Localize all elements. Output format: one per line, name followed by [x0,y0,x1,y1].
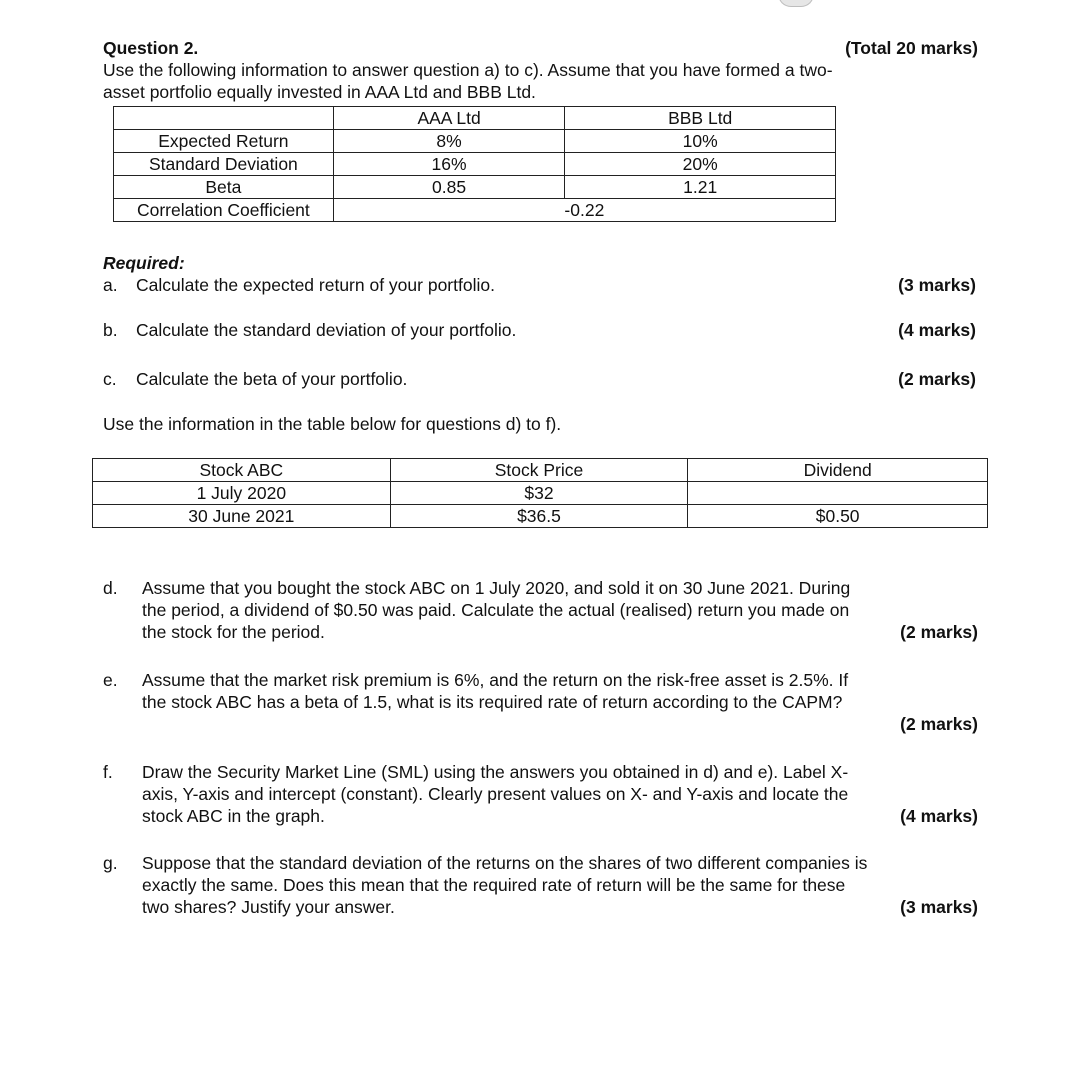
question-text: Calculate the beta of your portfolio. [136,369,408,389]
table-cell: 20% [565,153,836,176]
table-row [114,176,836,199]
question-line: Draw the Security Market Line (SML) using the answers you obtained in d) and e). Label X- [142,762,849,782]
question-marks: (2 marks) [898,369,976,389]
table-cell: Correlation Coefficient [114,199,334,222]
question-marks: (4 marks) [898,320,976,340]
question-letter: c. [103,369,117,389]
table-row [93,505,988,528]
question-title: Question 2. [103,38,199,58]
table-cell: $32 [390,482,688,505]
question-line: Assume that you bought the stock ABC on 1 July 2020, and sold it on 30 June 2021. During [142,578,851,598]
table-cell [688,482,988,505]
question-line: Assume that the market risk premium is 6%, and the return on the risk-free asset is 2.5%. If [142,670,849,690]
question-marks: (4 marks) [900,806,978,826]
question-letter: e. [103,670,118,690]
question-f [103,761,978,827]
table-cell: 16% [333,153,565,176]
question-letter: a. [103,275,118,295]
question-marks: (2 marks) [900,714,978,734]
question-letter: f. [103,762,113,782]
question-line: Suppose that the standard deviation of the returns on the shares of two different companies is [142,853,868,873]
question-marks: (3 marks) [898,275,976,295]
question-line: axis, Y-axis and intercept (constant). Clearly present values on X- and Y-axis and locate the [142,784,849,804]
question-line: two shares? Justify your answer. [142,897,395,917]
question-letter: b. [103,320,118,340]
table-cell: Stock Price [390,459,688,482]
intro-line-1: Use the following information to answer question a) to c). Assume that you have formed a two- [103,60,833,80]
question-b [103,319,976,341]
question-g [103,852,978,918]
table-row [93,482,988,505]
table-row [114,153,836,176]
table-header-row [93,459,988,482]
question-line: exactly the same. Does this mean that the required rate of return will be the same for these [142,875,846,895]
question-header [103,37,978,103]
question-text: Calculate the standard deviation of your portfolio. [136,320,517,340]
question-d [103,577,978,643]
question-letter: g. [103,853,118,873]
stock-table [92,458,988,528]
table-cell: AAA Ltd [333,107,565,130]
table-cell: 0.85 [333,176,565,199]
question-line: stock ABC in the graph. [142,806,325,826]
table-row [114,199,836,222]
table-cell: 1.21 [565,176,836,199]
table-row [114,130,836,153]
required-section [103,252,976,435]
question-marks: (2 marks) [900,622,978,642]
table-cell: $36.5 [390,505,688,528]
question-line: the period, a dividend of $0.50 was paid. Calculate the actual (realised) return you made on [142,600,850,620]
table-cell: 8% [333,130,565,153]
table-intro-text: Use the information in the table below for questions d) to f). [103,414,562,434]
question-line: the stock ABC has a beta of 1.5, what is its required rate of return according to the CAPM? [142,692,843,712]
table-header-row [114,107,836,130]
question-line: the stock for the period. [142,622,325,642]
total-marks: (Total 20 marks) [845,38,978,58]
table-cell: 30 June 2021 [93,505,391,528]
table-cell: Dividend [688,459,988,482]
table-cell: -0.22 [333,199,835,222]
question-letter: d. [103,578,118,598]
table-cell: Standard Deviation [114,153,334,176]
table-cell: BBB Ltd [565,107,836,130]
table-cell: $0.50 [688,505,988,528]
page-edge-graphic [778,0,814,7]
table-cell: 10% [565,130,836,153]
question-c [103,368,976,390]
table-cell: Beta [114,176,334,199]
table-cell: Expected Return [114,130,334,153]
question-a [103,274,976,296]
table-cell [114,107,334,130]
required-heading: Required: [103,253,185,273]
table-cell: 1 July 2020 [93,482,391,505]
table-cell: Stock ABC [93,459,391,482]
intro-line-2: asset portfolio equally invested in AAA Ltd and BBB Ltd. [103,82,536,102]
portfolio-table [113,106,836,222]
question-marks: (3 marks) [900,897,978,917]
question-text: Calculate the expected return of your portfolio. [136,275,495,295]
question-e [103,669,978,735]
